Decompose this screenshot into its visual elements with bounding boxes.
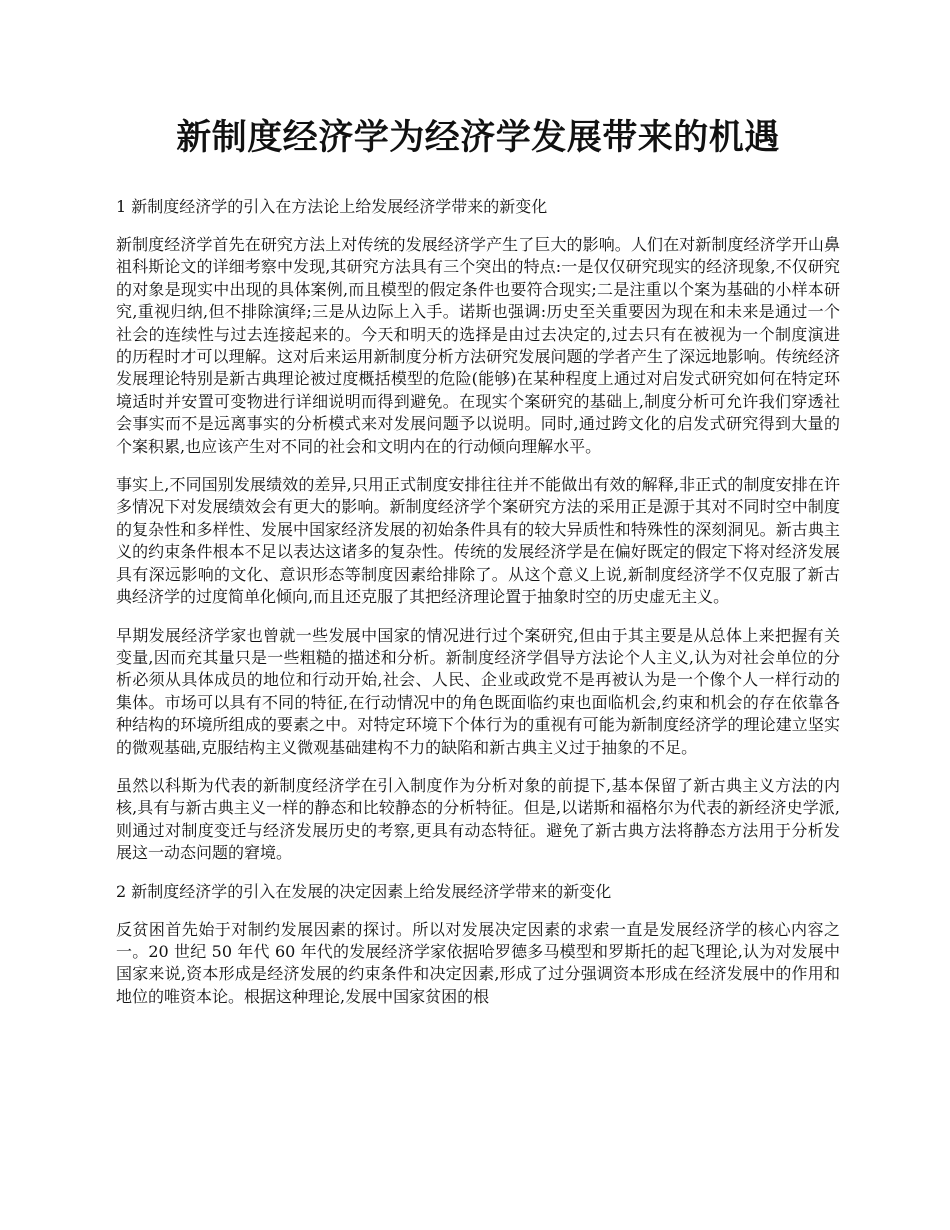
section-heading-2: 2 新制度经济学的引入在发展的决定因素上给发展经济学带来的新变化 bbox=[116, 881, 612, 901]
paragraph-2: 事实上,不同国别发展绩效的差异,只用正式制度安排往往并不能做出有效的解释,非正式的制度安排在许多情况下对发展绩效会有更大的影响。新制度经济学个案研究方法的采用正是源于其对不同时空中制度的复杂性和多样性、发展中国家经济发展的初始条件具有的较大异质性和特殊性的深刻洞见。新古典主义的约束条件根本不足以表达这诸多的复杂性。传统的发展经济学是在偏好既定的假定下将对经济发展具有深远影响的文化、意识形态等制度因素给排除了。从这个意义上说,新制度经济学不仅克服了新古典经济学的过度简单化倾向,而且还克服了其把经济理论置于抽象时空的历史虚无主义。 bbox=[116, 475, 840, 607]
document-title: 新制度经济学为经济学发展带来的机遇 bbox=[176, 117, 780, 158]
document-page bbox=[116, 108, 840, 1024]
paragraph-1: 新制度经济学首先在研究方法上对传统的发展经济学产生了巨大的影响。人们在对新制度经济学开山鼻祖科斯论文的详细考察中发现,其研究方法具有三个突出的特点:一是仅仅研究现实的经济现象,不仅研究的对象是现实中出现的具体案例,而且模型的假定条件也要符合现实;二是注重以个案为基础的小样本研究,重视归纳,但不排除演绎;三是从边际上入手。诺斯也强调:历史至关重要因为现在和未来是通过一个社会的连续性与过去连接起来的。今天和明天的选择是由过去决定的,过去只有在被视为一个制度演进的历程时才可以理解。这对后来运用新制度分析方法研究发展问题的学者产生了深远地影响。传统经济发展理论特别是新古典理论被过度概括模型的危险(能够)在某种程度上通过对启发式研究如何在特定环境适时并安置可变物进行详细说明而得到避免。在现实个案研究的基础上,制度分析可允许我们穿透社会事实而不是远离事实的分析模式来对发展问题予以说明。同时,通过跨文化的启发式研究得到大量的个案积累,也应该产生对不同的社会和文明内在的行动倾向理解水平。 bbox=[116, 235, 840, 456]
paragraph-3: 早期发展经济学家也曾就一些发展中国家的情况进行过个案研究,但由于其主要是从总体上来把握有关变量,因而充其量只是一些粗糙的描述和分析。新制度经济学倡导方法论个人主义,认为对社会单位的分析必须从具体成员的地位和行动开始,社会、人民、企业或政党不是再被认为是一个像个人一样行动的集体。市场可以具有不同的特征,在行动情况中的角色既面临约束也面临机会,约束和机会的存在依靠各种结构的环境所组成的要素之中。对特定环境下个体行为的重视有可能为新制度经济学的理论建立坚实的微观基础,克服结构主义微观基础建构不力的缺陷和新古典主义过于抽象的不足。 bbox=[116, 625, 840, 757]
paragraph-4: 虽然以科斯为代表的新制度经济学在引入制度作为分析对象的前提下,基本保留了新古典主义方法的内核,具有与新古典主义一样的静态和比较静态的分析特征。但是,以诺斯和福格尔为代表的新经济史学派,则通过对制度变迁与经济发展历史的考察,更具有动态特征。避免了新古典方法将静态方法用于分析发展这一动态问题的窘境。 bbox=[116, 775, 840, 863]
section-heading-1: 1 新制度经济学的引入在方法论上给发展经济学带来的新变化 bbox=[116, 197, 548, 216]
paragraph-5: 反贫困首先始于对制约发展因素的探讨。所以对发展决定因素的求索一直是发展经济学的核心内容之一。20 世纪 50 年代 60 年代的发展经济学家依据哈罗德多马模型和罗斯托的起飞理论,认为对发展中国家来说,资本形成是经济发展的约束条件和决定因素,形成了过分强调资本形成在经济发展中的作用和地位的唯资本论。根据这种理论,发展中国家贫困的根 bbox=[116, 919, 840, 1006]
